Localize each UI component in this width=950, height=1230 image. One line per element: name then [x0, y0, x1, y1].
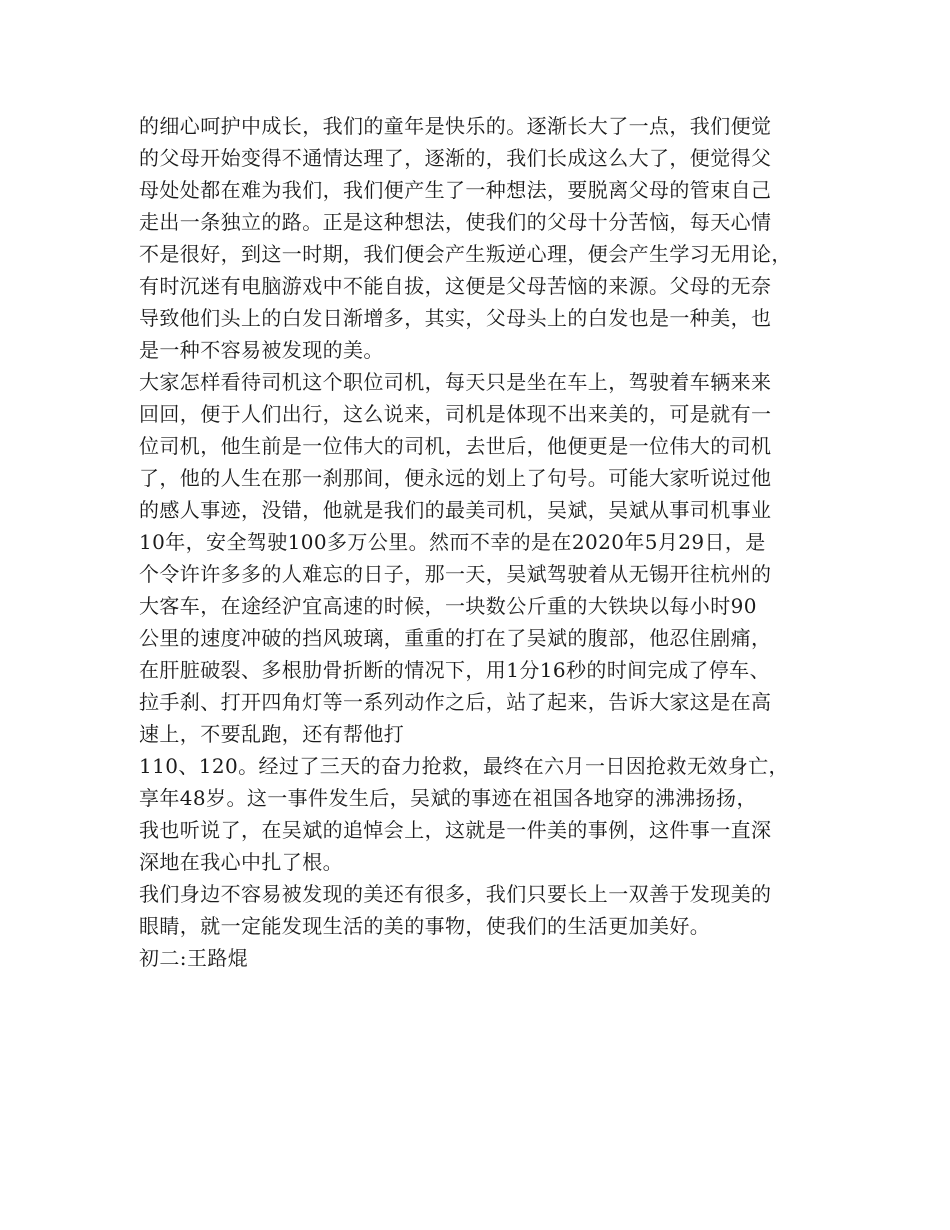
- text-line-2: 的父母开始变得不通情达理了，逐渐的，我们长成这么大了，便觉得父: [139, 146, 772, 170]
- text-line-19: 拉手刹、打开四角灯等一系列动作之后，站了起来，告诉大家这是在高: [139, 690, 772, 714]
- text-line-6: 有时沉迷有电脑游戏中不能自拔，这便是父母苦恼的来源。父母的无奈: [139, 274, 772, 298]
- text-line-4: 走出一条独立的路。正是这种想法，使我们的父母十分苦恼，每天心情: [139, 210, 772, 234]
- text-line-20: 速上，不要乱跑，还有帮他打: [139, 722, 405, 746]
- text-line-15: 个令许许多多的人难忘的日子，那一天，吴斌驾驶着从无锡开往杭州的: [139, 562, 772, 586]
- author-signature: 初二:王路焜: [139, 946, 249, 970]
- text-line-22: 享年48岁。这一事件发生后，吴斌的事迹在祖国各地穿的沸沸扬扬，: [139, 786, 757, 810]
- text-line-21: 110、120。经过了三天的奋力抢救，最终在六月一日因抢救无效身亡，: [139, 754, 789, 778]
- text-line-16: 大客车，在途经沪宜高速的时候，一块数公斤重的大铁块以每小时90: [139, 594, 757, 618]
- text-line-11: 位司机，他生前是一位伟大的司机，去世后，他便更是一位伟大的司机: [139, 434, 772, 458]
- text-line-3: 母处处都在难为我们，我们便产生了一种想法，要脱离父母的管束自己: [139, 178, 772, 202]
- document-body: [139, 110, 829, 974]
- text-line-14: 10年，安全驾驶100多万公里。然而不幸的是在2020年5月29日，是: [139, 530, 766, 554]
- text-line-25: 我们身边不容易被发现的美还有很多，我们只要长上一双善于发现美的: [139, 882, 772, 906]
- text-line-12: 了，他的人生在那一刹那间，便永远的划上了句号。可能大家听说过他: [139, 466, 772, 490]
- text-line-5: 不是很好，到这一时期，我们便会产生叛逆心理，便会产生学习无用论，: [139, 242, 792, 266]
- text-line-8: 是一种不容易被发现的美。: [139, 338, 384, 362]
- text-line-26: 眼睛，就一定能发现生活的美的事物，使我们的生活更加美好。: [139, 914, 711, 938]
- text-line-1: 的细心呵护中成长，我们的童年是快乐的。逐渐长大了一点，我们便觉: [139, 114, 772, 138]
- text-line-9: 大家怎样看待司机这个职位司机，每天只是坐在车上，驾驶着车辆来来: [139, 370, 772, 394]
- text-line-13: 的感人事迹，没错，他就是我们的最美司机，吴斌，吴斌从事司机事业: [139, 498, 772, 522]
- text-line-23: 我也听说了，在吴斌的追悼会上，这就是一件美的事例，这件事一直深: [139, 818, 772, 842]
- text-line-7: 导致他们头上的白发日渐增多，其实，父母头上的白发也是一种美，也: [139, 306, 772, 330]
- text-line-17: 公里的速度冲破的挡风玻璃，重重的打在了吴斌的腹部，他忍住剧痛，: [139, 626, 772, 650]
- text-line-24: 深地在我心中扎了根。: [139, 850, 343, 874]
- text-line-18: 在肝脏破裂、多根肋骨折断的情况下，用1分16秒的时间完成了停车、: [139, 658, 770, 682]
- text-line-10: 回回，便于人们出行，这么说来，司机是体现不出来美的，可是就有一: [139, 402, 772, 426]
